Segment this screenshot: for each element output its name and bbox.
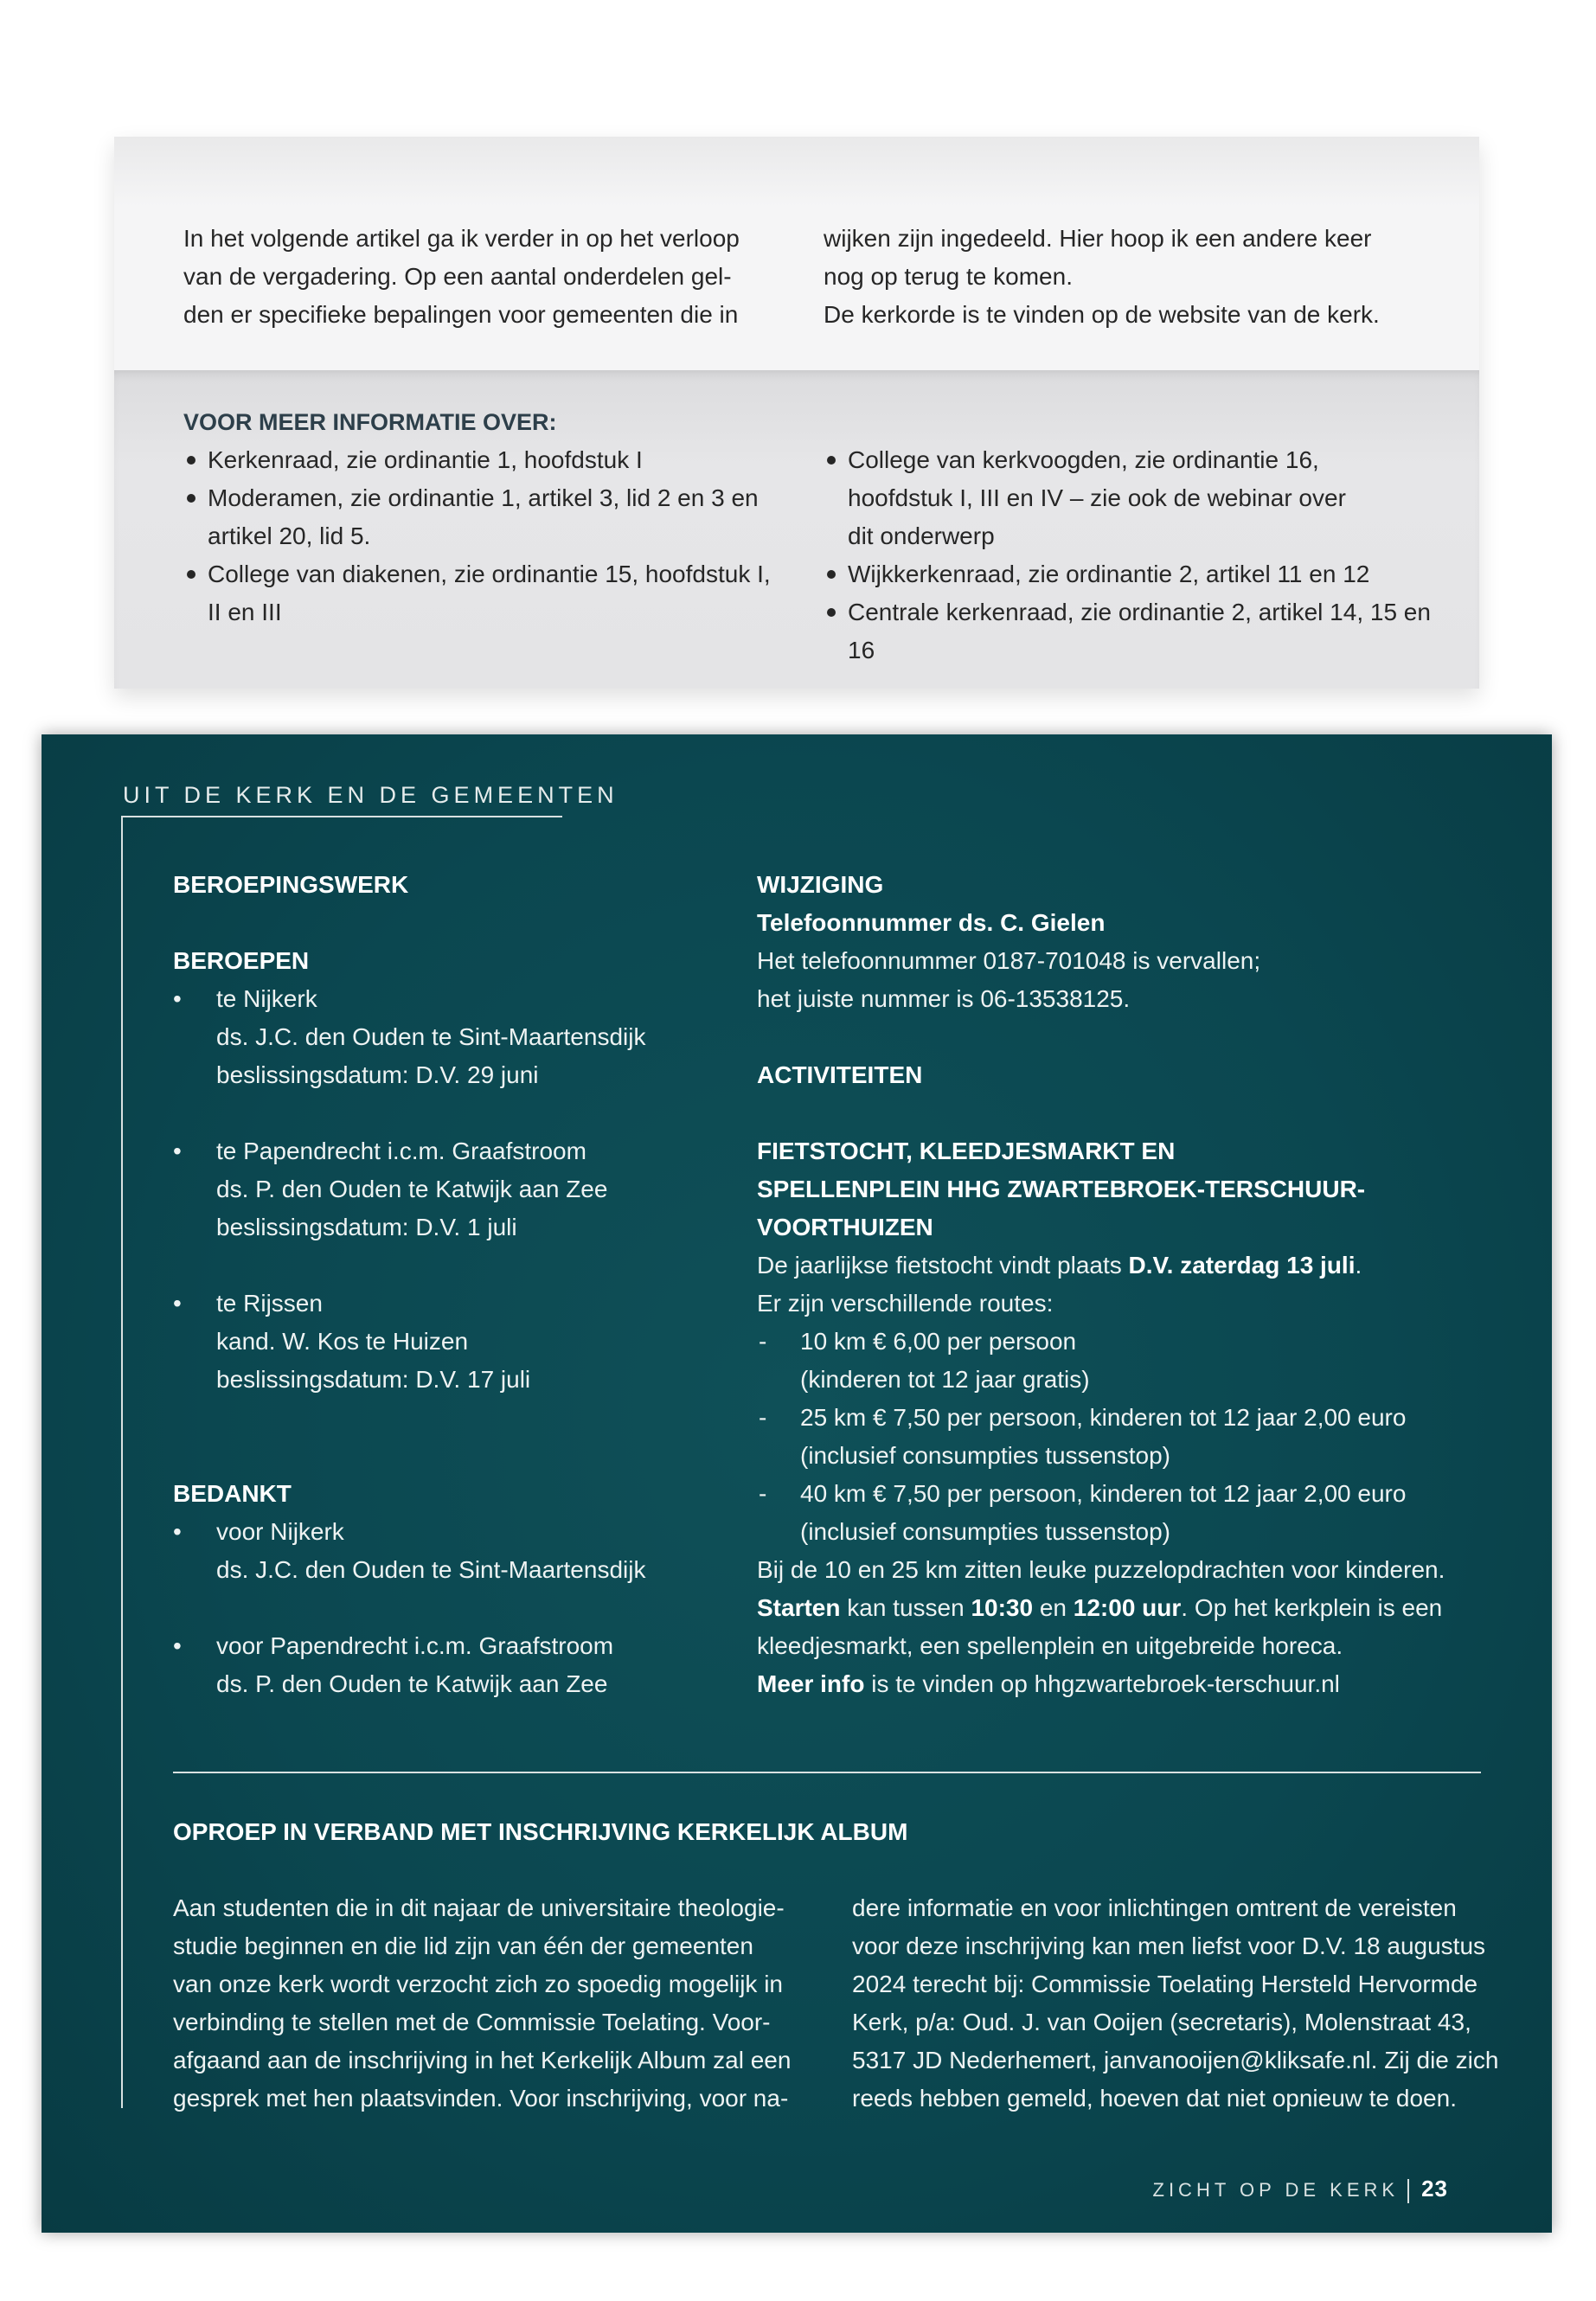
- page-number: 23: [1421, 2176, 1448, 2202]
- bedankt-item: [173, 1627, 727, 1703]
- beroepingswerk-column: [173, 866, 727, 1703]
- oproep-line: gesprek met hen plaatsvinden. Voor inschrijving, voor na-: [173, 2085, 789, 2112]
- route-line: 10 km € 6,00 per persoon: [800, 1328, 1077, 1355]
- list-item: College van kerkvoogden, zie ordinantie 16, hoofdstuk I, III en IV – zie ook de webinar over dit onderwerp: [824, 441, 1367, 555]
- beroep-date: beslissingsdatum: D.V. 17 juli: [216, 1366, 531, 1393]
- beroep-item: [173, 1285, 727, 1399]
- beroep-date: beslissingsdatum: D.V. 29 juni: [216, 1061, 539, 1088]
- info-list-right: [824, 441, 1446, 670]
- intro-left-line: van de vergadering. Op een aantal onderdelen gel-: [183, 263, 732, 290]
- event-date: D.V. zaterdag 13 juli: [1128, 1252, 1356, 1279]
- beroep-person: kand. W. Kos te Huizen: [216, 1328, 469, 1355]
- bullet-mark: •: [173, 1632, 182, 1659]
- route-line: (inclusief consumpties tussenstop): [800, 1442, 1170, 1469]
- intro-left-column: [183, 220, 789, 334]
- info-list-left: [183, 403, 780, 631]
- event-title-line: VOORTHUIZEN: [757, 1214, 933, 1240]
- event-title-line: SPELLENPLEIN HHG ZWARTEBROEK-TERSCHUUR-: [757, 1176, 1366, 1202]
- oproep-line: Kerk, p/a: Oud. J. van Ooijen (secretaris), Molenstraat 43,: [852, 2009, 1471, 2035]
- section-label: UIT DE KERK EN DE GEMEENTEN: [123, 782, 619, 808]
- routes-intro: Er zijn verschillende routes:: [757, 1290, 1054, 1317]
- bedankt-place: voor Nijkerk: [216, 1518, 344, 1545]
- bullet-mark: •: [173, 1518, 182, 1545]
- beroep-place: te Rijssen: [216, 1290, 323, 1317]
- beroep-date: beslissingsdatum: D.V. 1 juli: [216, 1214, 517, 1240]
- oproep-line: afgaand aan de inschrijving in het Kerkelijk Album zal een: [173, 2047, 792, 2073]
- route-line: 25 km € 7,50 per persoon, kinderen tot 12 jaar 2,00 euro: [800, 1404, 1407, 1431]
- beroep-person: ds. J.C. den Ouden te Sint-Maartensdijk: [216, 1023, 646, 1050]
- oproep-line: 5317 JD Nederhemert, janvanooijen@kliksafe.nl. Zij die zich: [852, 2047, 1499, 2073]
- info-link-label: Meer info: [757, 1670, 865, 1697]
- list-item: Wijkkerkenraad, zie ordinantie 2, artikel 11 en 12: [824, 555, 1446, 593]
- oproep-line: reeds hebben gemeld, hoeven dat niet opnieuw te doen.: [852, 2085, 1457, 2112]
- route-line: (inclusief consumpties tussenstop): [800, 1518, 1170, 1545]
- bedankt-person: ds. J.C. den Ouden te Sint-Maartensdijk: [216, 1556, 646, 1583]
- route-line: (kinderen tot 12 jaar gratis): [800, 1366, 1090, 1393]
- magazine-name: ZICHT OP DE KERK: [1152, 2179, 1400, 2201]
- bedankt-place: voor Papendrecht i.c.m. Graafstroom: [216, 1632, 614, 1659]
- list-item: Centrale kerkenraad, zie ordinantie 2, artikel 14, 15 en 16: [824, 593, 1446, 670]
- oproep-line: van onze kerk wordt verzocht zich zo spoedig mogelijk in: [173, 1971, 784, 1997]
- beroep-item: [173, 1132, 727, 1247]
- beroepingswerk-title: BEROEPINGSWERK: [173, 871, 409, 898]
- oproep-line: studie beginnen en die lid zijn van één der gemeenten: [173, 1932, 753, 1959]
- bullet-mark: •: [173, 1138, 182, 1164]
- list-item: College van diakenen, zie ordinantie 15, hoofdstuk I, II en III: [183, 555, 780, 631]
- event-date-line: De jaarlijkse fietstocht vindt plaats D.V. zaterdag 13 juli.: [757, 1252, 1362, 1279]
- label-underline: [121, 816, 562, 817]
- route-item: - 10 km € 6,00 per persoon (kinderen tot 12 jaar gratis): [757, 1323, 1518, 1399]
- intro-right-line: De kerkorde is te vinden op de website van de kerk.: [824, 301, 1380, 328]
- intro-right-column: [824, 220, 1446, 334]
- route-item: - 25 km € 7,50 per persoon, kinderen tot 12 jaar 2,00 euro (inclusief consumpties tussenstop): [757, 1399, 1518, 1475]
- start-line: Starten kan tussen 10:30 en 12:00 uur. Op het kerkplein is een: [757, 1594, 1443, 1621]
- bullet-mark: •: [173, 1290, 182, 1317]
- news-right-column: [757, 866, 1518, 1703]
- section-divider: [173, 1772, 1481, 1773]
- wijziging-line: Het telefoonnummer 0187-701048 is vervallen;: [757, 947, 1261, 974]
- intro-right-line: wijken zijn ingedeeld. Hier hoop ik een andere keer: [824, 225, 1372, 252]
- bedankt-person: ds. P. den Ouden te Katwijk aan Zee: [216, 1670, 608, 1697]
- wijziging-title: WIJZIGING: [757, 871, 884, 898]
- activiteiten-title: ACTIVITEITEN: [757, 1061, 923, 1088]
- route-line: 40 km € 7,50 per persoon, kinderen tot 12 jaar 2,00 euro: [800, 1480, 1407, 1507]
- intro-left-line: den er specifieke bepalingen voor gemeenten die in: [183, 301, 739, 328]
- beroep-person: ds. P. den Ouden te Katwijk aan Zee: [216, 1176, 608, 1202]
- info-box: [114, 137, 1479, 689]
- wijziging-subtitle: Telefoonnummer ds. C. Gielen: [757, 909, 1106, 936]
- route-item: - 40 km € 7,50 per persoon, kinderen tot 12 jaar 2,00 euro (inclusief consumpties tussenstop): [757, 1475, 1518, 1551]
- beroep-place: te Nijkerk: [216, 985, 317, 1012]
- puzzle-line: Bij de 10 en 25 km zitten leuke puzzelopdrachten voor kinderen.: [757, 1556, 1445, 1583]
- oproep-line: 2024 terecht bij: Commissie Toelating Hersteld Hervormde: [852, 1971, 1478, 1997]
- oproep-line: voor deze inschrijving kan men liefst voor D.V. 18 augustus: [852, 1932, 1486, 1959]
- beroep-place: te Papendrecht i.c.m. Graafstroom: [216, 1138, 586, 1164]
- intro-right-line: nog op terug te komen.: [824, 263, 1073, 290]
- oproep-block: [173, 1813, 1488, 1851]
- list-item: Moderamen, zie ordinantie 1, artikel 3, lid 2 en 3 en artikel 20, lid 5.: [183, 479, 780, 555]
- info-intro-panel: [114, 137, 1479, 370]
- list-item: Kerkenraad, zie ordinantie 1, hoofdstuk I: [183, 441, 780, 479]
- oproep-line: verbinding te stellen met de Commissie Toelating. Voor-: [173, 2009, 771, 2035]
- page-footer: [1153, 2173, 1449, 2206]
- market-line: kleedjesmarkt, een spellenplein en uitgebreide horeca.: [757, 1632, 1343, 1659]
- event-title-line: FIETSTOCHT, KLEEDJESMARKT EN: [757, 1138, 1176, 1164]
- oproep-title: OPROEP IN VERBAND MET INSCHRIJVING KERKELIJK ALBUM: [173, 1818, 908, 1845]
- label-vertical-rule: [121, 816, 123, 2108]
- oproep-left-column: [173, 1889, 813, 2118]
- intro-left-line: In het volgende artikel ga ik verder in op het verloop: [183, 225, 740, 252]
- bedankt-title: BEDANKT: [173, 1480, 292, 1507]
- oproep-line: dere informatie en voor inlichtingen omtrent de vereisten: [852, 1894, 1457, 1921]
- info-line: Meer info is te vinden op hhgzwartebroek-terschuur.nl: [757, 1670, 1340, 1697]
- oproep-right-column: [852, 1889, 1527, 2118]
- beroepen-title: BEROEPEN: [173, 947, 310, 974]
- info-heading: VOOR MEER INFORMATIE OVER:: [183, 409, 557, 435]
- oproep-line: Aan studenten die in dit najaar de universitaire theologie-: [173, 1894, 785, 1921]
- wijziging-line: het juiste nummer is 06-13538125.: [757, 985, 1131, 1012]
- bullet-mark: •: [173, 985, 182, 1012]
- footer-separator: [1407, 2179, 1409, 2203]
- bedankt-item: [173, 1513, 727, 1589]
- beroep-item: [173, 980, 727, 1094]
- info-links-panel: [114, 370, 1479, 689]
- church-news-panel: [42, 734, 1552, 2233]
